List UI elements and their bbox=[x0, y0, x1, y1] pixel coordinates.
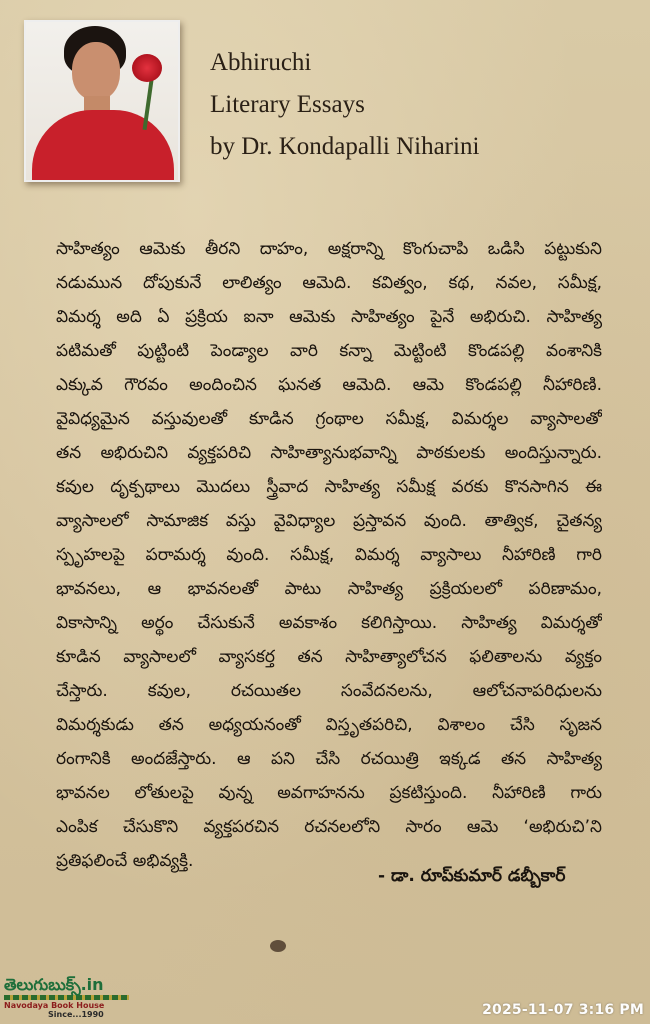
blurb-line: ఎంపిక చేసుకొని వ్యక్తపరచిన రచనలలోని సారం ఆమె ‘అభిరుచి’ని bbox=[56, 817, 602, 837]
blurb-line: విమర్శ అది ఏ ప్రక్రియ ఐనా ఆమెకు సాహిత్యం పైనే అభిరుచి. సాహిత్య bbox=[56, 307, 602, 327]
blurb-line: ప్రతిఫలించే అభివ్యక్తి. bbox=[56, 851, 194, 871]
book-title-block bbox=[210, 42, 479, 168]
blurb-line: తన అభిరుచిని వ్యక్తపరిచి సాహిత్యానుభవాన్ని పాఠకులకు అందిస్తున్నారు. bbox=[56, 443, 602, 463]
blurb-line: వైవిధ్యమైన వస్తువులతో కూడిన గ్రంథాల సమీక్ష, విమర్శల వ్యాసాలతో bbox=[56, 409, 602, 429]
scan-timestamp: 2025-11-07 3:16 PM bbox=[482, 1002, 644, 1018]
blurb-line: కూడిన వ్యాసాలలో వ్యాసకర్త తన సాహిత్యాలోచన ఫలితాలను వ్యక్తం bbox=[56, 647, 602, 667]
logo-publisher-name: Navodaya Book House bbox=[4, 1001, 105, 1010]
blurb-line: భావనల లోతులపై వున్న అవగాహనను ప్రకటిస్తుంది. నీహారిణి గారు bbox=[56, 783, 602, 803]
blurb-line: పటిమతో పుట్టింటి పెండ్యాల వారి కన్నా మెట్టింటి కొండపల్లి వంశానికి bbox=[56, 341, 602, 361]
blurb-line: చేస్తారు. కవుల, రచయితల సంవేదనలను, ఆలోచనాపరిధులను bbox=[56, 681, 602, 701]
blurb-line: స్పృహలపై పరామర్శ వుంది. సమీక్ష, విమర్శ వ్యాసాలు నీహారిణి గారి bbox=[56, 545, 602, 565]
blurb-line: సాహిత్యం ఆమెకు తీరని దాహం, అక్షరాన్ని కొంగుచాపి ఒడిసి పట్టుకుని bbox=[56, 239, 602, 259]
publisher-logo bbox=[4, 976, 129, 1020]
book-author: by Dr. Kondapalli Niharini bbox=[210, 133, 480, 160]
book-title: Abhiruchi bbox=[210, 49, 312, 76]
rose-icon bbox=[132, 54, 162, 82]
blurb-line: వికాసాన్ని అర్థం చేసుకునే అవకాశం కలిగిస్తాయి. సాహిత్య విమర్శతో bbox=[56, 613, 602, 633]
logo-since: Since...1990 bbox=[48, 1010, 104, 1019]
blurb-line: విమర్శకుడు తన అధ్యయనంతో విస్తృతపరిచి, విశాలం చేసి సృజన bbox=[56, 715, 602, 735]
blurb-line: భావనలు, ఆ భావనలతో పాటు సాహిత్య ప్రక్రియలలో పరిణామం, bbox=[56, 579, 602, 599]
blurb-line: ఎక్కువ గౌరవం అందించిన ఘనత ఆమెది. ఆమె కొండపల్లి నీహారిణి. bbox=[56, 375, 602, 395]
blurb-line: రంగానికి అందజేస్తారు. ఆ పని చేసి రచయిత్రి ఇక్కడ తన సాహిత్య bbox=[56, 749, 602, 769]
reviewer-signature: - డా. రూప్‌కుమార్ డబ్బీకార్ bbox=[378, 866, 566, 886]
book-subtitle: Literary Essays bbox=[210, 91, 365, 118]
blurb-text bbox=[56, 232, 602, 878]
paper-stain bbox=[270, 940, 286, 952]
author-photo bbox=[24, 20, 180, 182]
blurb-line: నడుమున దోపుకునే లాలిత్యం ఆమెది. కవిత్వం, కథ, నవల, సమీక్ష, bbox=[56, 273, 602, 293]
blurb-line: కవుల దృక్పథాలు మొదలు స్త్రీవాద సాహిత్య సమీక్ష వరకు కొనసాగిన ఈ bbox=[56, 477, 602, 497]
blurb-line: వ్యాసాలలో సామాజిక వస్తు వైవిధ్యాల ప్రస్తావన వుంది. తాత్విక, చైతన్య bbox=[56, 511, 602, 531]
photo-face bbox=[72, 42, 120, 100]
logo-wordmark: తెలుగుబుక్స్.in bbox=[4, 975, 104, 994]
logo-strip bbox=[4, 995, 129, 1000]
